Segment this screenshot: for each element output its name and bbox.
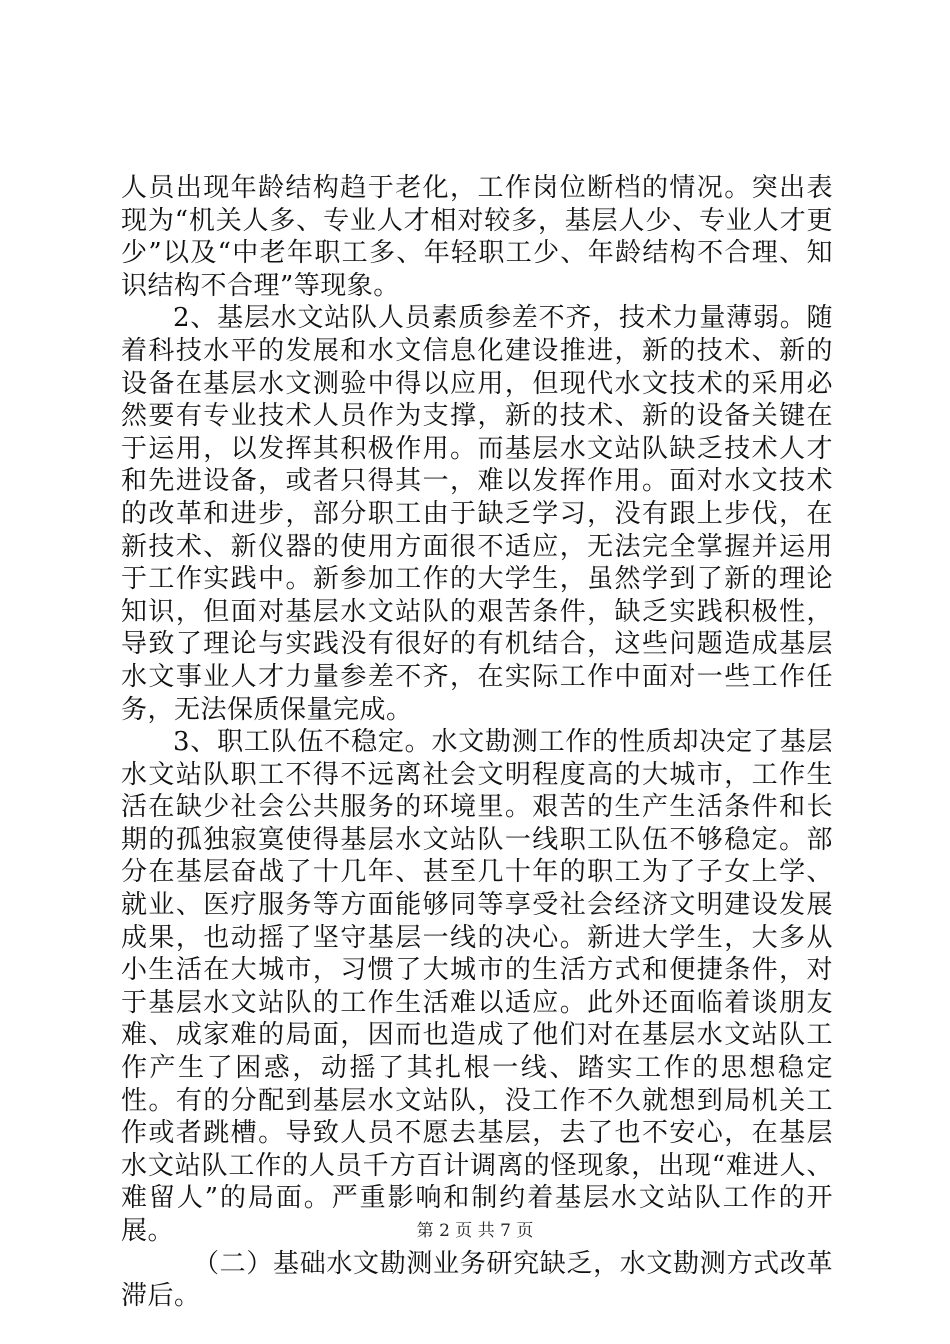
section-heading-2: （二）基础水文勘测业务研究缺乏，水文勘测方式改革滞后。 [121,1248,833,1312]
paragraph-item-3: 3、职工队伍不稳定。水文勘测工作的性质却决定了基层水文站队职工不得不远离社会文明程度高的大城市，工作生活在缺少社会公共服务的环境里。艰苦的生产生活条件和长期的孤独寂寞使得基层水文站队一线职工队伍不够稳定。部分在基层奋战了十几年、甚至几十年的职工为了子女上学、就业、医疗服务等方面能够同等享受社会经济文明建设发展成果，也动摇了坚守基层一线的决心。新进大学生，大多从小生活在大城市，习惯了大城市的生活方式和便捷条件，对于基层水文站队的工作生活难以适应。此外还面临着谈朋友难、成家难的局面，因而也造成了他们对在基层水文站队工作产生了困惑，动摇了其扎根一线、踏实工作的思想稳定性。有的分配到基层水文站队，没工作不久就想到局机关工作或者跳槽。导致人员不愿去基层，去了也不安心，在基层水文站队工作的人员千方百计调离的怪现象，出现“难进人、难留人”的局面。严重影响和制约着基层水文站队工作的开展。 [121,727,833,1246]
paragraph-continued: 人员出现年龄结构趋于老化，工作岗位断档的情况。突出表现为“机关人多、专业人才相对较多，基层人少、专业人才更少”以及“中老年职工多、年轻职工少、年龄结构不合理、知识结构不合理”等现象。 [121,173,833,301]
paragraph-item-2: 2、基层水文站队人员素质参差不齐，技术力量薄弱。随着科技水平的发展和水文信息化建设推进，新的技术、新的设备在基层水文测验中得以应用，但现代水文技术的采用必然要有专业技术人员作为支撑，新的技术、新的设备关键在于运用，以发挥其积极作用。而基层水文站队缺乏技术人才和先进设备，或者只得其一，难以发挥作用。面对水文技术的改革和进步，部分职工由于缺乏学习，没有跟上步伐，在新技术、新仪器的使用方面很不适应，无法完全掌握并运用于工作实践中。新参加工作的大学生，虽然学到了新的理论知识，但面对基层水文站队的艰苦条件，缺乏实践积极性，导致了理论与实践没有很好的有机结合，这些问题造成基层水文事业人才力量参差不齐，在实际工作中面对一些工作任务，无法保质保量完成。 [121,303,833,725]
document-body [121,172,833,1313]
page-number-footer: 第 2 页 共 7 页 [416,1221,534,1241]
